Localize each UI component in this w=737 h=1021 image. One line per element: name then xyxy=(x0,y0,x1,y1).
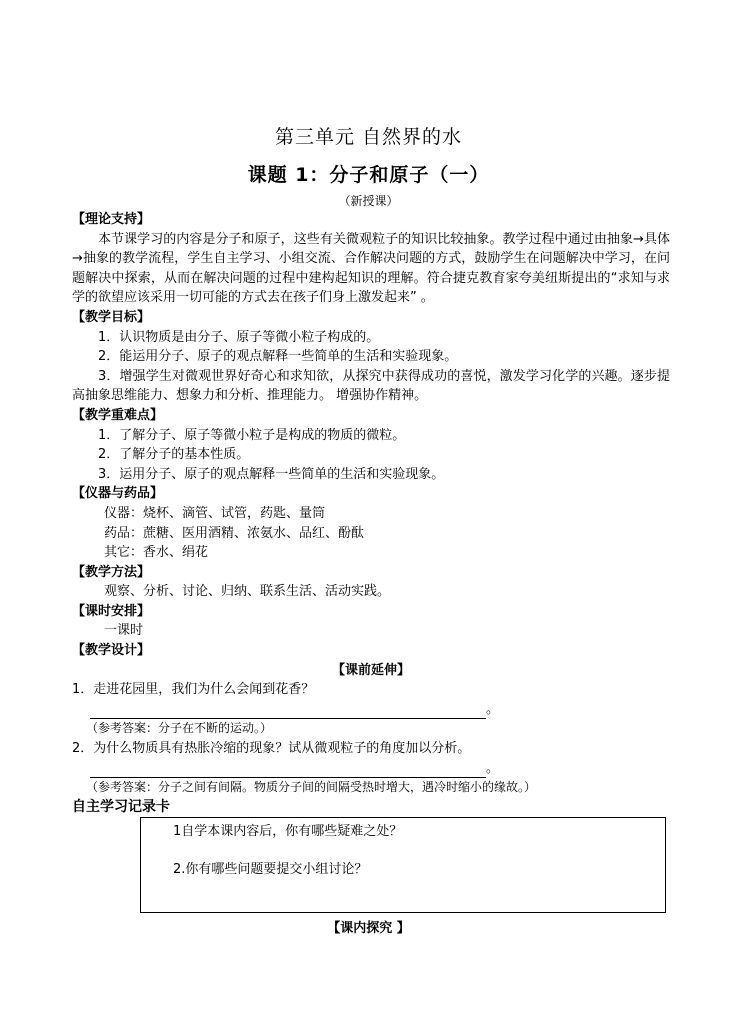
goals-heading: 【教学目标】 xyxy=(72,309,151,325)
design-heading: 【教学设计】 xyxy=(72,643,151,659)
explore-heading: 【课内探究 】 xyxy=(327,921,410,936)
preview-question-1: 1．走进花园里，我们为什么会闻到花香？ xyxy=(72,682,315,698)
goal-item-2: 2．能运用分子、原子的观点解释一些简单的生活和实验现象。 xyxy=(98,349,458,365)
record-card-question-2: 2.你有哪些问题要提交小组讨论？ xyxy=(173,862,368,878)
preview-answer-2: （参考答案：分子之间有间隔。物质分子间的间隔受热时增大，遇冷时缩小的缘故。） xyxy=(86,780,537,795)
material-instruments: 仪器：烧杯、滴管、试管，药匙、量筒 xyxy=(104,505,326,521)
record-card-question-1: 1自学本课内容后，你有哪些疑难之处？ xyxy=(173,824,403,840)
goal-item-1: 1．认识物质是由分子、原子等微小粒子构成的。 xyxy=(98,329,380,345)
schedule-text: 一课时 xyxy=(104,623,144,639)
answer-line-1-period: 。 xyxy=(486,701,500,717)
material-others: 其它：香水、绢花 xyxy=(104,545,209,561)
answer-line-1[interactable] xyxy=(72,700,670,720)
key-point-1: 1．了解分子、原子等微小粒子是构成的物质的微粒。 xyxy=(98,427,406,443)
materials-heading: 【仪器与药品】 xyxy=(72,486,164,502)
lesson-title: 课题 1：分子和原子（一） xyxy=(247,164,490,186)
answer-underline-2 xyxy=(90,764,486,778)
material-reagents: 药品：蔗糖、医用酒精、浓氨水、品红、酚酞 xyxy=(104,525,365,541)
methods-heading: 【教学方法】 xyxy=(72,564,151,580)
key-point-2: 2．了解分子的基本性质。 xyxy=(98,447,250,463)
lesson-type: （新授课） xyxy=(338,194,399,208)
key-points-heading: 【教学重难点】 xyxy=(72,407,164,423)
schedule-heading: 【课时安排】 xyxy=(72,603,151,619)
record-card-title: 自主学习记录卡 xyxy=(72,798,170,815)
preview-heading: 【课前延伸】 xyxy=(331,662,410,678)
unit-title: 第三单元 自然界的水 xyxy=(274,126,463,148)
key-point-3: 3．运用分子、原子的观点解释一些简单的生活和实验现象。 xyxy=(98,466,445,482)
answer-line-2-period: 。 xyxy=(486,760,500,776)
answer-underline-1 xyxy=(90,705,486,719)
preview-question-2: 2．为什么物质具有热胀冷缩的现象？试从微观粒子的角度加以分析。 xyxy=(72,741,471,757)
theory-paragraph: 本节课学习的内容是分子和原子，这些有关微观粒子的知识比较抽象。教学过程中通过由抽象→具体→抽象的教学流程，学生自主学习、小组交流、合作解决问题的方式，鼓励学生在问题解决中学习，在问题解决中探索，从而在解决问题的过程中建构起知识的理解。符合捷克教育家夸美纽斯提出的“求知与求学的欲望应该采用一切可能的方式去在孩子们身上激发起来” 。 xyxy=(72,231,670,306)
document-body xyxy=(72,210,670,913)
answer-line-2[interactable] xyxy=(72,759,670,779)
record-card-box[interactable] xyxy=(140,817,666,913)
methods-text: 观察、分析、讨论、归纳、联系生活、活动实践。 xyxy=(104,584,391,600)
preview-answer-1: （参考答案：分子在不断的运动。） xyxy=(86,721,273,736)
goal-item-3: 3．增强学生对微观世界好奇心和求知欲，从探究中获得成功的喜悦，激发学习化学的兴趣。逐步提高抽象思维能力、想象力和分析、推理能力。 增强协作精神。 xyxy=(72,368,670,404)
theory-heading: 【理论支持】 xyxy=(72,212,151,227)
